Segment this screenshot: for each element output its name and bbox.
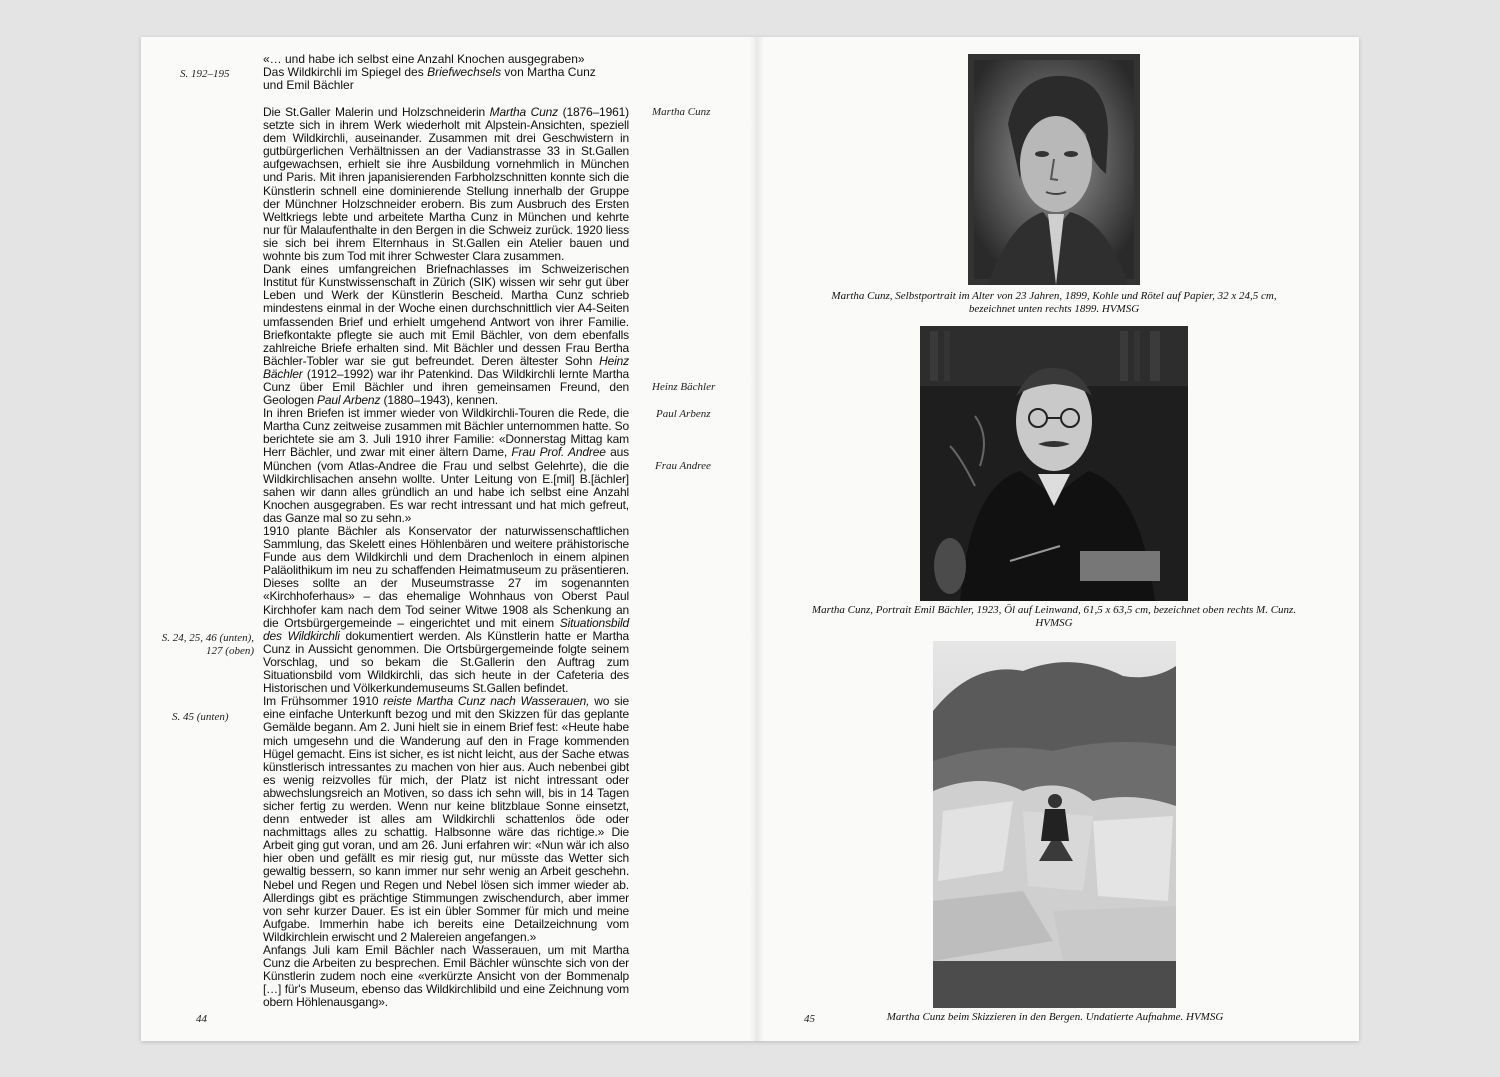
paragraph: In ihren Briefen ist immer wieder von Wildkirchli-Touren die Rede, die Martha Cunz zeitweise zusammen mit Bächler unternommen hatte. So berichtete sie am 3. Juli 1910 ihrer Familie: «Donnerstag Mittag kam Herr Bächler, und zwar mit einer ältern Dame, Frau Prof. Andree aus München (vom Atlas-Andree die Frau und selbst Gelehrte), die die Wildkirchlisachen ansehn wollte. Unter Leitung von E.[mil] B.[ächler] sahen wir dann alles gründlich an und habe ich selbst eine Anzahl Knochen ausgegraben. Es war recht intressant und hat mich gefreut, das Ganze mal so zu sehn.»: [263, 406, 629, 525]
caption-portrait-baechler: Martha Cunz, Portrait Emil Bächler, 1923, Öl auf Leinwand, 61,5 x 63,5 cm, bezeichnet oben rechts M. Cunz. HVMSG: [811, 604, 1297, 629]
margin-page-ref: S. 24, 25, 46 (unten), 127 (oben): [161, 632, 254, 657]
margin-name-martha-cunz: Martha Cunz: [652, 106, 711, 118]
paragraph: Anfangs Juli kam Emil Bächler nach Wasserauen, um mit Martha Cunz die Arbeiten zu besprechen. Emil Bächler wünschte sich von der Künstlerin zudem noch eine «verkürzte Ansicht von der Bommenalp […] für's Museum, ebenso das Wildkirchlibild und eine Zeichnung vom obern Höhlenausgang».: [263, 943, 629, 1010]
article-body: [263, 106, 629, 1009]
page-number-right: 45: [804, 1013, 815, 1025]
margin-name-paul-arbenz: Paul Arbenz: [656, 408, 711, 420]
caption-sketching-photo: Martha Cunz beim Skizzieren in den Bergen. Undatierte Aufnahme. HVMSG: [886, 1011, 1224, 1023]
self-portrait-drawing: [968, 54, 1140, 285]
paragraph: 1910 plante Bächler als Konservator der naturwissenschaftlichen Sammlung, das Skelett eines Höhlenbären und weitere prähistorische Funde aus dem Wildkirchli und dem Drachenloch in einem alpinen Paläolithikum im neu zu schaffenden Heimatmuseum zu präsentieren. Dieses sollte an der Museumstrasse 27 im sogenannten «Kirchhoferhaus» – das ehemalige Wohnhaus von Oberst Paul Kirchhofer kam nach dem Tod seiner Witwe 1908 als Schenkung an die Ortsbürgergemeinde – eingerichtet und mit einem Situationsbild des Wildkirchli dokumentiert werden. Als Künstlerin hatte er Martha Cunz in Aussicht genommen. Die Ortsbürgergemeinde folgte seinem Vorschlag, und so bekam die St.Gallerin den Auftrag zum Situationsbild vom Wildkirchli, das sich heute in der Cafeteria des Historischen und Völkerkundemuseums St.Gallen befindet.: [263, 524, 629, 696]
heading-line-3: und Emil Bächler: [263, 78, 354, 93]
article-heading: [263, 53, 633, 93]
heading-line-2: Das Wildkirchli im Spiegel des Briefwechsels von Martha Cunz: [263, 65, 596, 80]
paragraph: Im Frühsommer 1910 reiste Martha Cunz nach Wasserauen, wo sie eine einfache Unterkunft bezog und mit den Skizzen für das geplante Gemälde begann. Am 2. Juni hielt sie in einem Brief fest: «Heute habe mich umgesehn und die Wanderung auf den in Frage kommenden Hügel gemacht. Eins ist sicher, es ist nicht leicht, aus der Sache etwas künstlerisch intressantes zu machen von hier aus. Auch nebenbei gibt es wenig reizvolles für mich, der Platz ist nicht intressant oder abwechslungsreich an Motiven, so dass ich sehn will, bis in 14 Tagen sicher fertig zu werden. Wenn nur keine blitzblaue Sonne einsetzt, denn entweder ist alles am Wildkirchli schattenlos öde oder nachmittags alles zu schattig. Halbsonne wäre das richtige.» Die Arbeit ging gut voran, und am 26. Juni erfahren wir: «Nun wär ich also hier oben und gefällt es mir riesig gut, nur müsste das Wetter sich gewaltig bessern, so kann immer nur sehr wenig an Arbeit geschehn. Nebel und Regen und Regen und Nebel lösen sich immer wieder ab. Allerdings gibt es prächtige Stimmungen zwischendurch, aber immer von sehr kurzer Dauer. Es ist ein übler Sommer für mich und meine Aufgabe. Immerhin habe ich bereits eine Detailzeichnung vom Wildkirchlein erwischt und 2 Malereien angefangen.»: [263, 694, 630, 944]
heading-line-1: «… und habe ich selbst eine Anzahl Knochen ausgegraben»: [263, 52, 585, 66]
margin-page-ref-heading: S. 192–195: [180, 68, 230, 80]
paragraph: Dank eines umfangreichen Briefnachlasses im Schweizerischen Institut für Kunstwissenschaft in Zürich (SIK) wissen wir sehr gut über Leben und Werk der Künstlerin Bescheid. Martha Cunz schrieb mindestens einmal in der Woche einen durchschnittlich vier A4-Seiten umfassenden Brief und erhielt umgehend Antwort von ihrer Familie. Briefkontakte pflegte sie auch mit Emil Bächler, von dem ebenfalls zahlreiche Briefe erhalten sind. Mit Bächler und dessen Frau Bertha Bächler-Tobler war sie gut befreundet. Deren ältester Sohn Heinz Bächler (1912–1992) war ihr Patenkind. Das Wildkirchli lernte Martha Cunz über Emil Bächler und ihren gemeinsamen Freund, den Geologen Paul Arbenz (1880–1943), kennen.: [263, 262, 629, 408]
paragraph: Die St.Galler Malerin und Holzschneiderin Martha Cunz (1876–1961) setzte sich in ihrem Werk wiederholt mit Alpstein-Ansichten, speziell dem Wildkirchli, auseinander. Zusammen mit drei Geschwistern in gutbürgerlichen Verhältnissen an der Vadianstrasse 33 in St.Gallen aufgewachsen, erhielt sie ihre Ausbildung vornehmlich in München und Paris. Mit ihren japanisierenden Farbholzschnitten konnte sich die Künstlerin schnell eine dominierende Stellung innerhalb der Gruppe der Münchner Holzschneider erobern. Bis zum Ausbruch des Ersten Weltkriegs lebte und arbeitete Martha Cunz in München und kehrte nur für Malaufenthalte in den Bergen in die Schweiz zurück. 1920 liess sie sich bei ihrem Elternhaus in St.Gallen ein Atelier bauen und wohnte bis zum Tod mit ihrer Schwester Clara zusammen.: [263, 105, 630, 264]
page-number-left: 44: [196, 1013, 207, 1025]
margin-name-heinz-baechler: Heinz Bächler: [652, 381, 716, 393]
book-gutter: [750, 37, 764, 1041]
margin-page-ref: S. 45 (unten): [172, 711, 229, 723]
portrait-emil-baechler-painting: [920, 326, 1188, 601]
photo-artist-sketching-mountains: [933, 641, 1176, 1008]
margin-name-frau-andree: Frau Andree: [655, 460, 711, 472]
caption-self-portrait: Martha Cunz, Selbstportrait im Alter von 23 Jahren, 1899, Kohle und Rötel auf Papier, 32 x 24,5 cm, bezeichnet unten rechts 1899. HVMSG: [831, 290, 1277, 315]
